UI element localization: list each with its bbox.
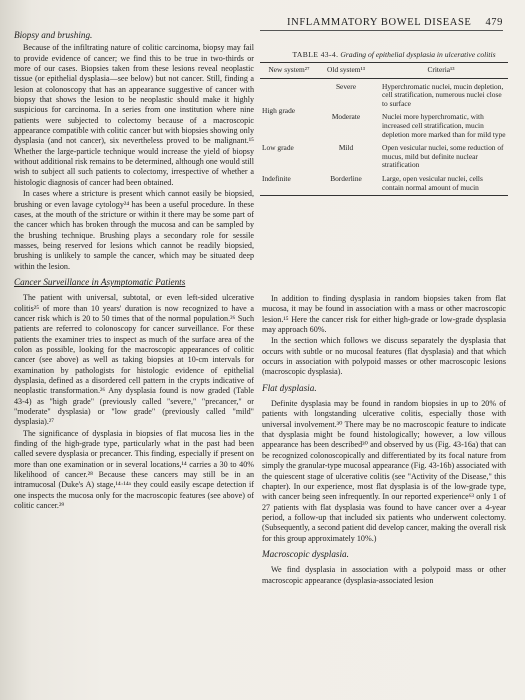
dysplasia-grading-table [260,50,508,196]
table-caption [260,50,508,59]
running-title: INFLAMMATORY BOWEL DISEASE [287,17,472,28]
right-column [262,294,506,587]
column-header-old-system: Old system¹³ [318,63,374,79]
section-title-macroscopic-dysplasia: Macroscopic dysplasia. [262,548,349,559]
table-number: TABLE 43-4. [292,50,339,59]
table-cell-old-system: Borderline [318,171,374,196]
table-row [260,140,508,171]
table-row [260,171,508,196]
paragraph: Because of the infiltrating nature of colitic carcinoma, biopsy may fail to provide evidence of cancer; we find this to be true in two-thirds or more of our cases. Biopsies taken from these lesions reveal neoplastic tissue (or epithelial dysplasia—see below) but not cancer. Still, finding a lesion at colonoscopy that has an appearance suggestive of cancer with biopsy that shows the lesion to be neoplastic should make it highly suspicious for carcinoma. In a series from one institution where nine patients were subjected to colectomy because of a macroscopic appearance compatible with colitic cancer but with biopsies showing only dysplasia (and not cancer), six nevertheless proved to be malignant.¹⁵ Whether the large-particle technique would increase the yield of biopsy without additional risk remains to be determined, although one would still wish to subject all such patients to colectomy, irrespective of whether a histologic diagnosis of cancer had been obtained. [14,43,254,187]
paragraph: The patient with universal, subtotal, or even left-sided ulcerative colitis²⁵ of more than 10 years' duration is now recognized to have a cancer risk which is 20 to 50 times that of the normal population.²⁶ Such patients are referred to colonoscopy for cancer surveillance. For these patients the examiner tries to inspect as much of the surface area of the colon as possible, looking for the macroscopic appearances of colitic cancer (see above) as well as taking biopsies at 10-cm intervals for examination by pathologists for histologic evidence of epithelial dysplasia, defined as a disordered cell pattern in the crypts indicative of neoplastic transformation.²⁶ Any dysplasia found is now graded (Table 43-4) as "high grade" (previously called "severe," "precancer," or "moderate" dysplasia) or "low grade" (previously called "mild" dysplasia).²⁷ [14,293,254,427]
table-row [260,78,508,109]
paragraph: We find dysplasia in association with a polypoid mass or other macroscopic appearance (dysplasia-associated lesion [262,565,506,585]
table-cell-criteria: Nuclei more hyperchromatic, with increased cell stratification, mucin depletion more marked than for mild type [382,112,506,139]
table [260,62,508,196]
column-header-criteria: Criteria¹³ [374,63,508,79]
table-cell-old-system: Mild [338,143,354,153]
section-title-flat-dysplasia: Flat dysplasia. [262,382,317,393]
running-header [260,17,503,31]
table-cell-criteria: Open vesicular nuclei, some reduction of mucus, mild but definite nuclear stratification [382,143,504,170]
paragraph: Definite dysplasia may be found in random biopsies in up to 20% of patients with longstanding ulcerative colitis, especially those with universal involvement.³⁰ There may be no macroscopic feature to indicate that dysplasia might be found histologically; however, a low villous appearance has been described³⁰ and observed by us (Fig. 43-16a) that can be recognized colonoscopically and differentiated by its focal nature from simply the granular-type mucosal appearance (Fig. 43-16b) associated with the quiescent stage of ulcerative colitis (see "Activity of the Disease," this chapter). In our experience, most flat dysplasia is of the low-grade type, with cancer being seen infrequently. In our reported experience⁶³ only 1 of 27 patients with flat dysplasia was found to have cancer over a 4-year period, a follow-up that included six patients who underwent colectomy. (Subsequently, a second patient did develop cancer, making the overall risk for this group approximately 10%.) [262,399,506,543]
table-header-row [260,63,508,79]
left-column [14,30,254,512]
table-cell-new-system: Indefinite [260,171,318,196]
table-cell-new-system: Low grade [262,143,294,153]
section-title-biopsy: Biopsy and brushing. [14,30,93,40]
page-number: 479 [485,17,503,28]
paragraph: In cases where a stricture is present which cannot easily be biopsied, brushing or even lavage cytology²⁴ has been a useful procedure. In these cases, at the mouth of the stricture or within it there may be some part of the cancer which has broken through the mucosa and can be sampled by the brushing technique. Brushing plays a secondary role for sessile masses, being reserved for lesions which cannot be readily biopsied, brushing is unlikely to sample the cancer, which may be situated deep within the lesion. [14,189,254,271]
paragraph: In the section which follows we discuss separately the dysplasia that occurs with subtle or no mucosal features (flat dysplasia) and that which occurs in association with polypoid masses or other macroscopic lesions (macroscopic dysplasia). [262,336,506,377]
table-cell-criteria: Large, open vesicular nuclei, cells contain normal amount of mucin [374,171,508,196]
table-cell-criteria: Hyperchromatic nuclei, mucin depletion, cell stratification, numerous nuclei close to surface [382,81,504,108]
table-cell-old-system: Moderate [331,112,361,122]
section-title-surveillance: Cancer Surveillance in Asymptomatic Patients [14,276,186,287]
paragraph: In addition to finding dysplasia in random biopsies taken from flat mucosa, it may be found in association with a mass or other macroscopic lesion.¹⁵ Here the cancer risk for either high-grade or low-grade dysplasia may approach 60%. [262,294,506,335]
paragraph: The significance of dysplasia in biopsies of flat mucosa lies in the finding of the high-grade type, particularly what in the past had been called severe dysplasia or precancer. This finding, especially if present on more than one examination or in several locations,¹⁴ carries a 30 to 40% likelihood of cancer.²⁸ Because these cancers may still be in an intramucosal (Duke's A) stage,¹⁴·¹⁴ᵃ they could easily escape detection if one inspects the mucosa only for the macroscopic features (see above) of colitic cancer.²⁹ [14,428,254,511]
column-header-new-system: New system²⁷ [260,63,318,79]
table-cell-new-system: High grade [262,105,296,115]
table-title: Grading of epithelial dysplasia in ulcerative colitis [340,50,496,59]
table-cell-old-system: Severe [335,81,357,91]
